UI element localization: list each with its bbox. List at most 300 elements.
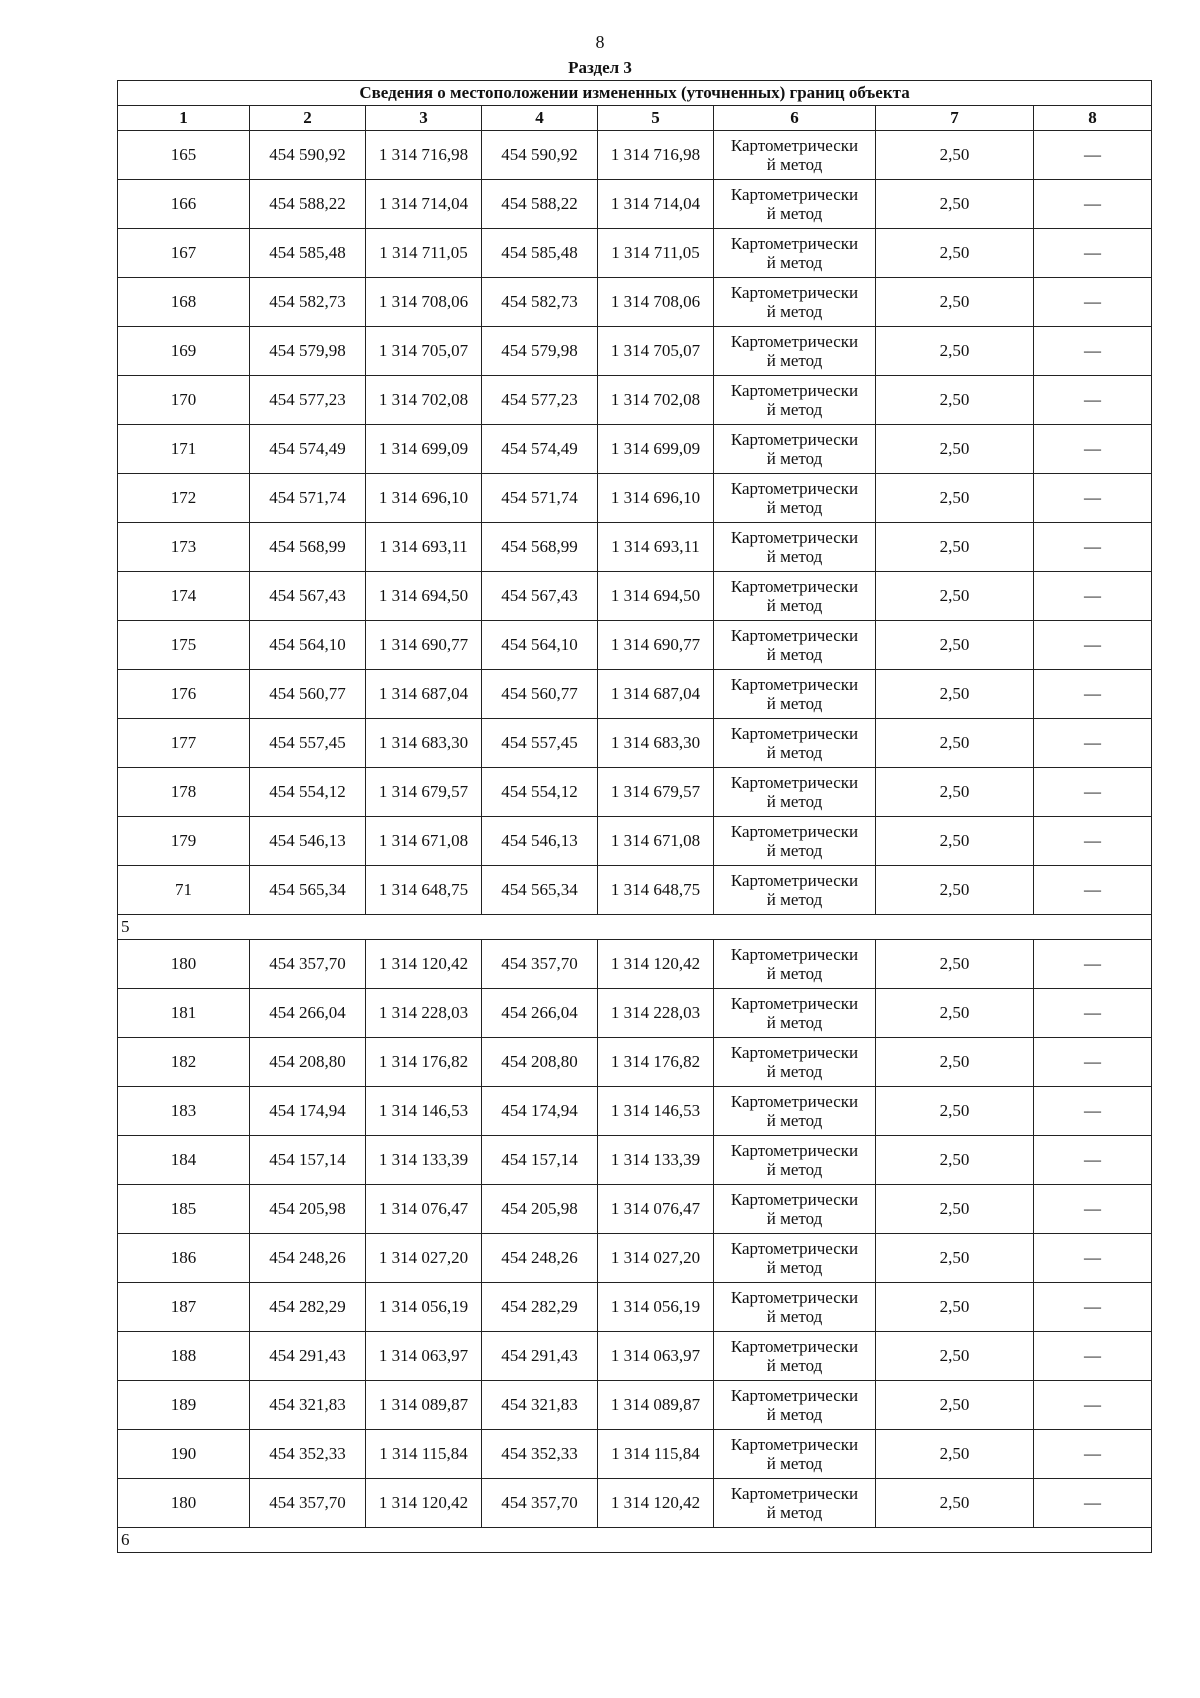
method-cell [714, 1038, 876, 1087]
column-number: 5 [598, 106, 714, 131]
x-new-cell: 454 574,49 [482, 425, 598, 474]
method-line: й метод [766, 841, 823, 860]
x-existing-cell: 454 571,74 [250, 474, 366, 523]
method-line: й метод [766, 1111, 823, 1130]
method-line: Картометрически [730, 1435, 859, 1454]
accuracy-cell: 2,50 [876, 474, 1034, 523]
y-existing-cell: 1 314 690,77 [366, 621, 482, 670]
accuracy-cell: 2,50 [876, 131, 1034, 180]
method-cell [714, 474, 876, 523]
y-new-cell: 1 314 063,97 [598, 1332, 714, 1381]
y-existing-cell: 1 314 146,53 [366, 1087, 482, 1136]
x-existing-cell: 454 205,98 [250, 1185, 366, 1234]
method-line: Картометрически [730, 626, 859, 645]
accuracy-cell: 2,50 [876, 1479, 1034, 1528]
y-existing-cell: 1 314 687,04 [366, 670, 482, 719]
method-cell [714, 327, 876, 376]
point-number-cell: 186 [118, 1234, 250, 1283]
column-number: 6 [714, 106, 876, 131]
contour-group-row [118, 915, 1152, 940]
table-row [118, 1136, 1152, 1185]
method-line: й метод [766, 253, 823, 272]
method-line: Картометрически [730, 381, 859, 400]
table-row [118, 1332, 1152, 1381]
description-cell: — [1034, 1185, 1152, 1234]
method-cell [714, 621, 876, 670]
method-line: Картометрически [730, 577, 859, 596]
method-line: Картометрически [730, 675, 859, 694]
y-existing-cell: 1 314 120,42 [366, 1479, 482, 1528]
accuracy-cell: 2,50 [876, 327, 1034, 376]
y-new-cell: 1 314 696,10 [598, 474, 714, 523]
point-number-cell: 180 [118, 940, 250, 989]
table-row [118, 278, 1152, 327]
description-cell: — [1034, 1479, 1152, 1528]
description-cell: — [1034, 670, 1152, 719]
y-existing-cell: 1 314 694,50 [366, 572, 482, 621]
x-existing-cell: 454 357,70 [250, 1479, 366, 1528]
method-line: Картометрически [730, 1288, 859, 1307]
table-row [118, 989, 1152, 1038]
table-row [118, 1479, 1152, 1528]
accuracy-cell: 2,50 [876, 670, 1034, 719]
point-number-cell: 181 [118, 989, 250, 1038]
method-line: й метод [766, 449, 823, 468]
point-number-cell: 183 [118, 1087, 250, 1136]
method-line: Картометрически [730, 1043, 859, 1062]
table-row [118, 719, 1152, 768]
method-line: й метод [766, 1062, 823, 1081]
method-line: й метод [766, 743, 823, 762]
y-existing-cell: 1 314 228,03 [366, 989, 482, 1038]
y-new-cell: 1 314 683,30 [598, 719, 714, 768]
method-line: Картометрически [730, 430, 859, 449]
boundary-coordinates-table [117, 80, 1152, 1553]
x-existing-cell: 454 266,04 [250, 989, 366, 1038]
y-new-cell: 1 314 648,75 [598, 866, 714, 915]
description-cell: — [1034, 278, 1152, 327]
description-cell: — [1034, 817, 1152, 866]
method-line: Картометрически [730, 332, 859, 351]
y-new-cell: 1 314 076,47 [598, 1185, 714, 1234]
y-new-cell: 1 314 228,03 [598, 989, 714, 1038]
x-existing-cell: 454 321,83 [250, 1381, 366, 1430]
table-row [118, 474, 1152, 523]
table-row [118, 1381, 1152, 1430]
accuracy-cell: 2,50 [876, 621, 1034, 670]
method-line: й метод [766, 1160, 823, 1179]
x-existing-cell: 454 590,92 [250, 131, 366, 180]
method-line: й метод [766, 1503, 823, 1522]
x-new-cell: 454 565,34 [482, 866, 598, 915]
method-line: й метод [766, 1307, 823, 1326]
y-new-cell: 1 314 679,57 [598, 768, 714, 817]
method-cell [714, 1381, 876, 1430]
y-existing-cell: 1 314 702,08 [366, 376, 482, 425]
y-existing-cell: 1 314 699,09 [366, 425, 482, 474]
y-existing-cell: 1 314 679,57 [366, 768, 482, 817]
accuracy-cell: 2,50 [876, 989, 1034, 1038]
method-line: й метод [766, 596, 823, 615]
table-row [118, 768, 1152, 817]
accuracy-cell: 2,50 [876, 1283, 1034, 1332]
method-line: Картометрически [730, 1190, 859, 1209]
point-number-cell: 173 [118, 523, 250, 572]
method-line: Картометрически [730, 528, 859, 547]
y-new-cell: 1 314 176,82 [598, 1038, 714, 1087]
accuracy-cell: 2,50 [876, 229, 1034, 278]
description-cell: — [1034, 1136, 1152, 1185]
y-existing-cell: 1 314 683,30 [366, 719, 482, 768]
y-new-cell: 1 314 694,50 [598, 572, 714, 621]
x-existing-cell: 454 564,10 [250, 621, 366, 670]
contour-number: 6 [118, 1528, 1152, 1553]
point-number-cell: 170 [118, 376, 250, 425]
method-line: й метод [766, 302, 823, 321]
x-new-cell: 454 554,12 [482, 768, 598, 817]
x-new-cell: 454 560,77 [482, 670, 598, 719]
method-line: й метод [766, 890, 823, 909]
method-line: й метод [766, 400, 823, 419]
x-new-cell: 454 208,80 [482, 1038, 598, 1087]
method-cell [714, 768, 876, 817]
method-line: Картометрически [730, 945, 859, 964]
table-row [118, 229, 1152, 278]
y-existing-cell: 1 314 115,84 [366, 1430, 482, 1479]
method-line: й метод [766, 645, 823, 664]
table-row [118, 180, 1152, 229]
method-line: й метод [766, 792, 823, 811]
accuracy-cell: 2,50 [876, 1185, 1034, 1234]
y-existing-cell: 1 314 714,04 [366, 180, 482, 229]
method-cell [714, 670, 876, 719]
method-line: Картометрически [730, 479, 859, 498]
table-row [118, 1038, 1152, 1087]
method-line: й метод [766, 964, 823, 983]
x-new-cell: 454 582,73 [482, 278, 598, 327]
x-new-cell: 454 357,70 [482, 940, 598, 989]
y-new-cell: 1 314 120,42 [598, 940, 714, 989]
column-number: 3 [366, 106, 482, 131]
y-existing-cell: 1 314 711,05 [366, 229, 482, 278]
accuracy-cell: 2,50 [876, 940, 1034, 989]
x-existing-cell: 454 574,49 [250, 425, 366, 474]
x-existing-cell: 454 588,22 [250, 180, 366, 229]
x-existing-cell: 454 577,23 [250, 376, 366, 425]
section-title: Раздел 3 [568, 58, 632, 77]
y-existing-cell: 1 314 063,97 [366, 1332, 482, 1381]
column-number: 7 [876, 106, 1034, 131]
table-row [118, 1283, 1152, 1332]
y-new-cell: 1 314 714,04 [598, 180, 714, 229]
y-existing-cell: 1 314 120,42 [366, 940, 482, 989]
method-cell [714, 1283, 876, 1332]
contour-number: 5 [118, 915, 1152, 940]
description-cell: — [1034, 1381, 1152, 1430]
method-cell [714, 523, 876, 572]
point-number-cell: 169 [118, 327, 250, 376]
table-row [118, 817, 1152, 866]
description-cell: — [1034, 989, 1152, 1038]
y-new-cell: 1 314 089,87 [598, 1381, 714, 1430]
method-cell [714, 1087, 876, 1136]
table-row [118, 1087, 1152, 1136]
y-new-cell: 1 314 716,98 [598, 131, 714, 180]
y-new-cell: 1 314 693,11 [598, 523, 714, 572]
x-existing-cell: 454 546,13 [250, 817, 366, 866]
accuracy-cell: 2,50 [876, 1087, 1034, 1136]
y-new-cell: 1 314 146,53 [598, 1087, 714, 1136]
method-line: Картометрически [730, 1239, 859, 1258]
description-cell: — [1034, 719, 1152, 768]
x-existing-cell: 454 585,48 [250, 229, 366, 278]
table-row [118, 376, 1152, 425]
description-cell: — [1034, 1234, 1152, 1283]
y-existing-cell: 1 314 671,08 [366, 817, 482, 866]
point-number-cell: 185 [118, 1185, 250, 1234]
method-line: Картометрически [730, 1386, 859, 1405]
method-cell [714, 1332, 876, 1381]
table-row [118, 572, 1152, 621]
table-row [118, 621, 1152, 670]
x-new-cell: 454 546,13 [482, 817, 598, 866]
point-number-cell: 174 [118, 572, 250, 621]
x-new-cell: 454 585,48 [482, 229, 598, 278]
y-existing-cell: 1 314 089,87 [366, 1381, 482, 1430]
method-line: Картометрически [730, 1092, 859, 1111]
x-existing-cell: 454 248,26 [250, 1234, 366, 1283]
accuracy-cell: 2,50 [876, 1136, 1034, 1185]
table-row [118, 131, 1152, 180]
method-line: й метод [766, 547, 823, 566]
table-row [118, 1185, 1152, 1234]
method-line: й метод [766, 1209, 823, 1228]
method-cell [714, 1185, 876, 1234]
method-line: Картометрически [730, 234, 859, 253]
method-line: й метод [766, 498, 823, 517]
description-cell: — [1034, 621, 1152, 670]
table-row [118, 866, 1152, 915]
method-cell [714, 1136, 876, 1185]
x-new-cell: 454 282,29 [482, 1283, 598, 1332]
y-new-cell: 1 314 133,39 [598, 1136, 714, 1185]
column-number-row [118, 106, 1152, 131]
method-cell [714, 1430, 876, 1479]
x-new-cell: 454 577,23 [482, 376, 598, 425]
description-cell: — [1034, 572, 1152, 621]
accuracy-cell: 2,50 [876, 376, 1034, 425]
y-existing-cell: 1 314 708,06 [366, 278, 482, 327]
method-cell [714, 817, 876, 866]
method-cell [714, 1479, 876, 1528]
accuracy-cell: 2,50 [876, 1332, 1034, 1381]
description-cell: — [1034, 376, 1152, 425]
method-line: й метод [766, 155, 823, 174]
method-cell [714, 989, 876, 1038]
y-new-cell: 1 314 705,07 [598, 327, 714, 376]
method-cell [714, 866, 876, 915]
table-row [118, 1430, 1152, 1479]
x-new-cell: 454 571,74 [482, 474, 598, 523]
point-number-cell: 168 [118, 278, 250, 327]
x-new-cell: 454 564,10 [482, 621, 598, 670]
method-cell [714, 278, 876, 327]
contour-group-row [118, 1528, 1152, 1553]
x-existing-cell: 454 557,45 [250, 719, 366, 768]
table-row [118, 327, 1152, 376]
y-new-cell: 1 314 671,08 [598, 817, 714, 866]
x-existing-cell: 454 568,99 [250, 523, 366, 572]
method-line: Картометрически [730, 1337, 859, 1356]
point-number-cell: 176 [118, 670, 250, 719]
x-new-cell: 454 291,43 [482, 1332, 598, 1381]
method-line: Картометрически [730, 724, 859, 743]
y-existing-cell: 1 314 076,47 [366, 1185, 482, 1234]
y-new-cell: 1 314 687,04 [598, 670, 714, 719]
y-new-cell: 1 314 708,06 [598, 278, 714, 327]
x-existing-cell: 454 208,80 [250, 1038, 366, 1087]
method-line: й метод [766, 694, 823, 713]
method-cell [714, 376, 876, 425]
method-line: й метод [766, 204, 823, 223]
y-existing-cell: 1 314 693,11 [366, 523, 482, 572]
x-new-cell: 454 588,22 [482, 180, 598, 229]
description-cell: — [1034, 425, 1152, 474]
x-existing-cell: 454 352,33 [250, 1430, 366, 1479]
y-new-cell: 1 314 120,42 [598, 1479, 714, 1528]
x-new-cell: 454 352,33 [482, 1430, 598, 1479]
description-cell: — [1034, 866, 1152, 915]
x-new-cell: 454 174,94 [482, 1087, 598, 1136]
description-cell: — [1034, 1038, 1152, 1087]
x-new-cell: 454 557,45 [482, 719, 598, 768]
method-line: й метод [766, 1013, 823, 1032]
point-number-cell: 184 [118, 1136, 250, 1185]
method-line: Картометрически [730, 994, 859, 1013]
method-line: Картометрически [730, 773, 859, 792]
method-line: Картометрически [730, 283, 859, 302]
description-cell: — [1034, 229, 1152, 278]
y-existing-cell: 1 314 716,98 [366, 131, 482, 180]
y-new-cell: 1 314 699,09 [598, 425, 714, 474]
method-cell [714, 229, 876, 278]
method-line: Картометрически [730, 1141, 859, 1160]
table-row [118, 1234, 1152, 1283]
method-line: й метод [766, 1454, 823, 1473]
method-cell [714, 719, 876, 768]
accuracy-cell: 2,50 [876, 278, 1034, 327]
point-number-cell: 190 [118, 1430, 250, 1479]
accuracy-cell: 2,50 [876, 719, 1034, 768]
method-line: Картометрически [730, 185, 859, 204]
x-new-cell: 454 157,14 [482, 1136, 598, 1185]
point-number-cell: 180 [118, 1479, 250, 1528]
accuracy-cell: 2,50 [876, 572, 1034, 621]
x-existing-cell: 454 579,98 [250, 327, 366, 376]
page-number: 8 [595, 32, 605, 52]
column-number: 1 [118, 106, 250, 131]
x-existing-cell: 454 554,12 [250, 768, 366, 817]
accuracy-cell: 2,50 [876, 817, 1034, 866]
method-cell [714, 572, 876, 621]
y-new-cell: 1 314 115,84 [598, 1430, 714, 1479]
accuracy-cell: 2,50 [876, 1038, 1034, 1087]
x-new-cell: 454 248,26 [482, 1234, 598, 1283]
column-number: 8 [1034, 106, 1152, 131]
y-existing-cell: 1 314 176,82 [366, 1038, 482, 1087]
x-new-cell: 454 321,83 [482, 1381, 598, 1430]
description-cell: — [1034, 474, 1152, 523]
x-new-cell: 454 357,70 [482, 1479, 598, 1528]
accuracy-cell: 2,50 [876, 425, 1034, 474]
column-number: 4 [482, 106, 598, 131]
y-new-cell: 1 314 027,20 [598, 1234, 714, 1283]
description-cell: — [1034, 131, 1152, 180]
x-new-cell: 454 266,04 [482, 989, 598, 1038]
x-existing-cell: 454 282,29 [250, 1283, 366, 1332]
method-cell [714, 940, 876, 989]
column-number: 2 [250, 106, 366, 131]
table-row [118, 523, 1152, 572]
x-existing-cell: 454 567,43 [250, 572, 366, 621]
point-number-cell: 179 [118, 817, 250, 866]
y-new-cell: 1 314 702,08 [598, 376, 714, 425]
table-caption-row [118, 81, 1152, 106]
x-new-cell: 454 567,43 [482, 572, 598, 621]
x-new-cell: 454 590,92 [482, 131, 598, 180]
y-existing-cell: 1 314 056,19 [366, 1283, 482, 1332]
point-number-cell: 177 [118, 719, 250, 768]
x-existing-cell: 454 560,77 [250, 670, 366, 719]
method-cell [714, 180, 876, 229]
point-number-cell: 187 [118, 1283, 250, 1332]
point-number-cell: 71 [118, 866, 250, 915]
description-cell: — [1034, 940, 1152, 989]
x-existing-cell: 454 157,14 [250, 1136, 366, 1185]
accuracy-cell: 2,50 [876, 866, 1034, 915]
x-existing-cell: 454 174,94 [250, 1087, 366, 1136]
method-line: й метод [766, 1258, 823, 1277]
description-cell: — [1034, 180, 1152, 229]
point-number-cell: 189 [118, 1381, 250, 1430]
description-cell: — [1034, 523, 1152, 572]
x-new-cell: 454 568,99 [482, 523, 598, 572]
point-number-cell: 167 [118, 229, 250, 278]
method-line: й метод [766, 1405, 823, 1424]
x-existing-cell: 454 357,70 [250, 940, 366, 989]
y-existing-cell: 1 314 705,07 [366, 327, 482, 376]
x-new-cell: 454 205,98 [482, 1185, 598, 1234]
point-number-cell: 171 [118, 425, 250, 474]
point-number-cell: 175 [118, 621, 250, 670]
method-line: Картометрически [730, 136, 859, 155]
description-cell: — [1034, 327, 1152, 376]
y-new-cell: 1 314 690,77 [598, 621, 714, 670]
point-number-cell: 166 [118, 180, 250, 229]
accuracy-cell: 2,50 [876, 1430, 1034, 1479]
description-cell: — [1034, 1430, 1152, 1479]
accuracy-cell: 2,50 [876, 1234, 1034, 1283]
y-existing-cell: 1 314 133,39 [366, 1136, 482, 1185]
x-existing-cell: 454 291,43 [250, 1332, 366, 1381]
method-cell [714, 425, 876, 474]
method-line: Картометрически [730, 1484, 859, 1503]
method-cell [714, 131, 876, 180]
method-line: Картометрически [730, 822, 859, 841]
description-cell: — [1034, 1283, 1152, 1332]
accuracy-cell: 2,50 [876, 1381, 1034, 1430]
x-existing-cell: 454 582,73 [250, 278, 366, 327]
